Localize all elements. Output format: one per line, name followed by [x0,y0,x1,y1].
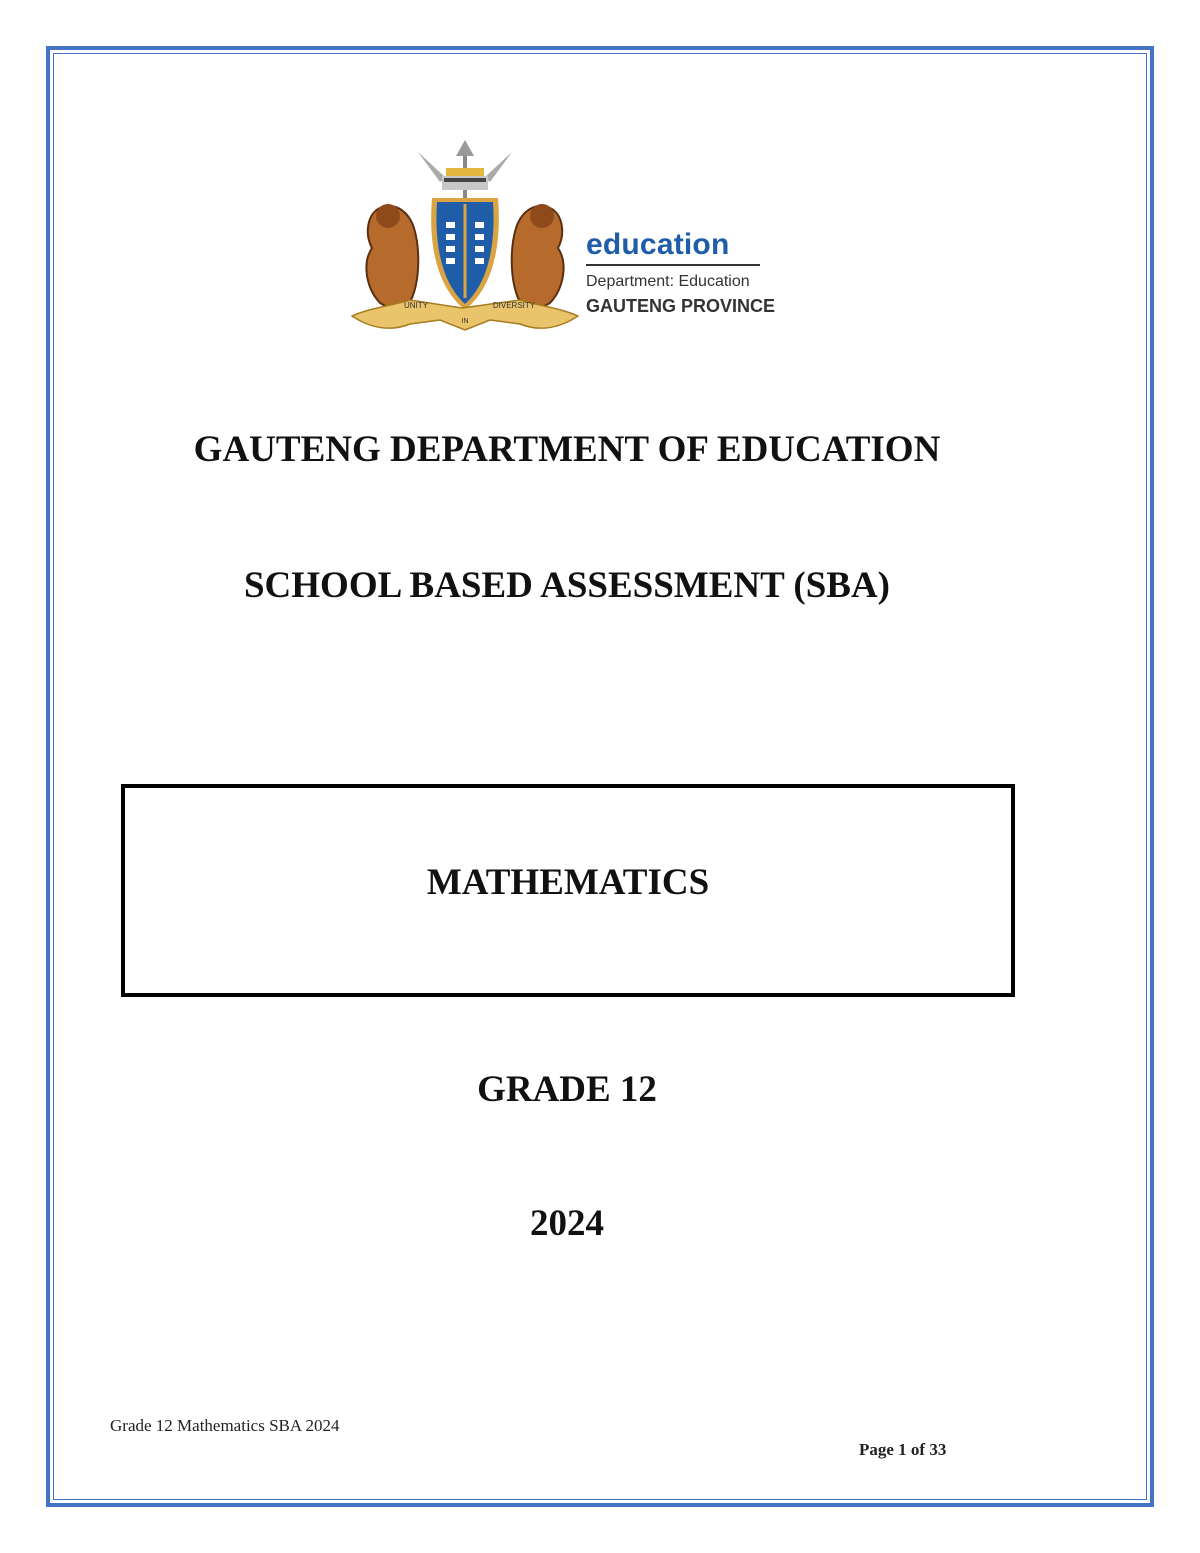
logo-province: GAUTENG PROVINCE [586,296,776,316]
grade-heading: GRADE 12 [477,1069,657,1110]
logo-wordmark [586,228,775,318]
subject-box [121,784,1015,997]
logo-education-word: education [586,228,730,261]
year-heading: 2024 [530,1203,604,1244]
footer-page-indicator: Page 1 of 33 [859,1440,947,1459]
organisation-heading: GAUTENG DEPARTMENT OF EDUCATION [193,429,941,470]
subject-title: MATHEMATICS [426,862,710,903]
motto-diversity: DIVERSITY [492,301,536,310]
coat-of-arms-icon [350,138,580,338]
motto-in: IN [461,318,469,325]
gauteng-education-logo [350,138,780,338]
assessment-heading: SCHOOL BASED ASSESSMENT (SBA) [243,565,891,606]
logo-divider [586,264,760,266]
footer-document-label: Grade 12 Mathematics SBA 2024 [110,1416,340,1435]
logo-department: Department: Education [586,273,750,290]
motto-unity: UNITY [404,301,428,310]
